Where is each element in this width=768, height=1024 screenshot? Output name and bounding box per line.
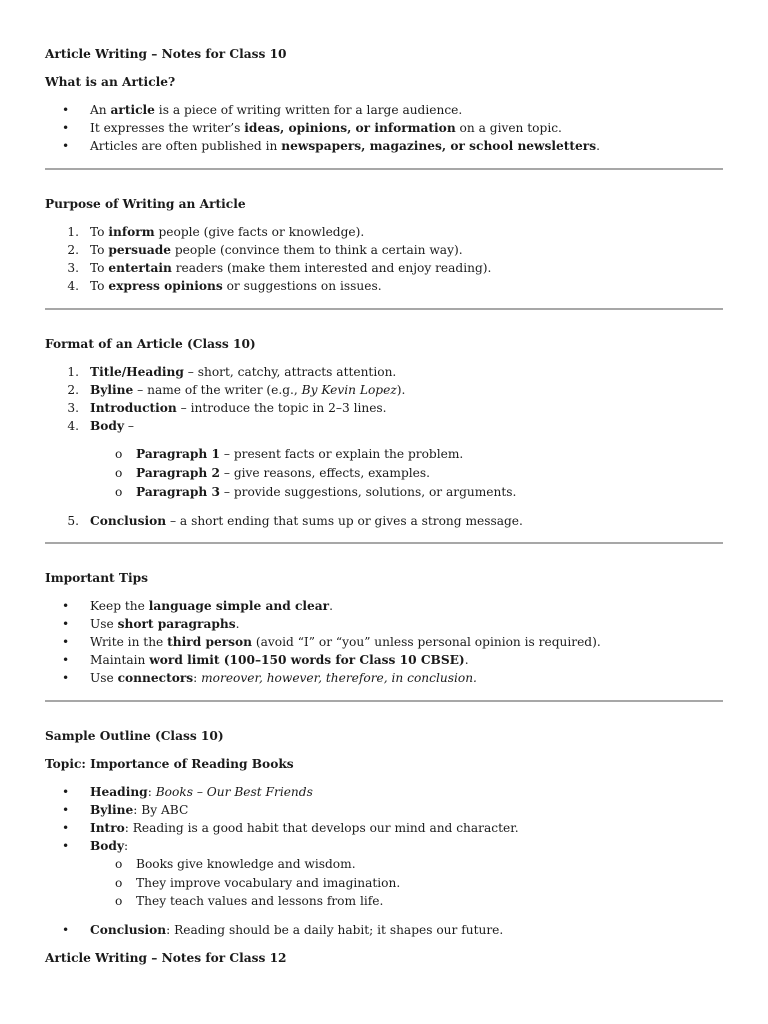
bullet-marker: • bbox=[62, 785, 70, 799]
sub-bullet-marker: o bbox=[115, 447, 123, 461]
section-divider bbox=[45, 308, 723, 310]
list-item: To persuade people (convince them to think a certain way). bbox=[90, 243, 463, 257]
list-number: 4. bbox=[67, 419, 79, 433]
bullet-marker: • bbox=[62, 139, 70, 153]
list-item: Conclusion: Reading should be a daily habit; it shapes our future. bbox=[90, 923, 504, 937]
bullet-marker: • bbox=[62, 671, 70, 685]
list-number: 3. bbox=[67, 261, 79, 275]
sub-list-item: They teach values and lessons from life. bbox=[136, 894, 384, 908]
list-number: 4. bbox=[67, 279, 79, 293]
list-number: 1. bbox=[67, 225, 79, 239]
section-heading-what: What is an Article? bbox=[45, 75, 176, 89]
bullet-marker: • bbox=[62, 923, 70, 937]
bullet-marker: • bbox=[62, 103, 70, 117]
list-item: An article is a piece of writing written for a large audience. bbox=[90, 103, 463, 117]
list-item: Byline: By ABC bbox=[90, 803, 189, 817]
bullet-marker: • bbox=[62, 803, 70, 817]
section-divider bbox=[45, 542, 723, 544]
list-item: Introduction – introduce the topic in 2–3 lines. bbox=[90, 401, 387, 415]
sub-list-item: They improve vocabulary and imagination. bbox=[136, 876, 401, 890]
sub-list-item: Paragraph 1 – present facts or explain the problem. bbox=[136, 447, 464, 461]
sub-bullet-marker: o bbox=[115, 485, 123, 499]
section-divider bbox=[45, 700, 723, 702]
list-item: To inform people (give facts or knowledge). bbox=[90, 225, 365, 239]
section-heading-purpose: Purpose of Writing an Article bbox=[45, 197, 246, 211]
list-item: Title/Heading – short, catchy, attracts attention. bbox=[90, 365, 397, 379]
list-item: Use short paragraphs. bbox=[90, 617, 240, 631]
list-item: Intro: Reading is a good habit that develops our mind and character. bbox=[90, 821, 519, 835]
list-item: Heading: Books – Our Best Friends bbox=[90, 785, 313, 799]
list-number: 2. bbox=[67, 243, 79, 257]
list-item: Write in the third person (avoid “I” or “you” unless personal opinion is required). bbox=[90, 635, 601, 649]
bullet-marker: • bbox=[62, 839, 70, 853]
sub-list-item: Paragraph 2 – give reasons, effects, examples. bbox=[136, 466, 431, 480]
sub-bullet-marker: o bbox=[115, 876, 123, 890]
bullet-marker: • bbox=[62, 821, 70, 835]
section-heading-class12: Article Writing – Notes for Class 12 bbox=[45, 951, 287, 965]
bullet-marker: • bbox=[62, 653, 70, 667]
sub-bullet-marker: o bbox=[115, 857, 123, 871]
sub-list-item: Books give knowledge and wisdom. bbox=[136, 857, 356, 871]
list-item: It expresses the writer’s ideas, opinions, or information on a given topic. bbox=[90, 121, 562, 135]
bullet-marker: • bbox=[62, 635, 70, 649]
bullet-marker: • bbox=[62, 121, 70, 135]
list-item: Use connectors: moreover, however, therefore, in conclusion. bbox=[90, 671, 477, 685]
section-heading-tips: Important Tips bbox=[45, 571, 149, 585]
sub-bullet-marker: o bbox=[115, 466, 123, 480]
list-number: 2. bbox=[67, 383, 79, 397]
bullet-marker: • bbox=[62, 617, 70, 631]
bullet-marker: • bbox=[62, 599, 70, 613]
list-number: 1. bbox=[67, 365, 79, 379]
list-item: Byline – name of the writer (e.g., By Kevin Lopez). bbox=[90, 383, 406, 397]
list-item: Keep the language simple and clear. bbox=[90, 599, 333, 613]
sample-topic: Topic: Importance of Reading Books bbox=[45, 757, 294, 771]
sub-list-item: Paragraph 3 – provide suggestions, solutions, or arguments. bbox=[136, 485, 517, 499]
list-item: To entertain readers (make them interested and enjoy reading). bbox=[90, 261, 492, 275]
list-item: To express opinions or suggestions on issues. bbox=[90, 279, 382, 293]
list-item: Body – bbox=[90, 419, 135, 433]
section-heading-format: Format of an Article (Class 10) bbox=[45, 337, 256, 351]
sub-bullet-marker: o bbox=[115, 894, 123, 908]
list-item: Maintain word limit (100–150 words for Class 10 CBSE). bbox=[90, 653, 469, 667]
list-item: Body: bbox=[90, 839, 129, 853]
list-number: 3. bbox=[67, 401, 79, 415]
list-number: 5. bbox=[67, 514, 79, 528]
document-title: Article Writing – Notes for Class 10 bbox=[45, 47, 287, 61]
section-divider bbox=[45, 168, 723, 170]
list-item: Conclusion – a short ending that sums up or gives a strong message. bbox=[90, 514, 523, 528]
list-item: Articles are often published in newspapers, magazines, or school newsletters. bbox=[90, 139, 600, 153]
section-heading-sample: Sample Outline (Class 10) bbox=[45, 729, 224, 743]
